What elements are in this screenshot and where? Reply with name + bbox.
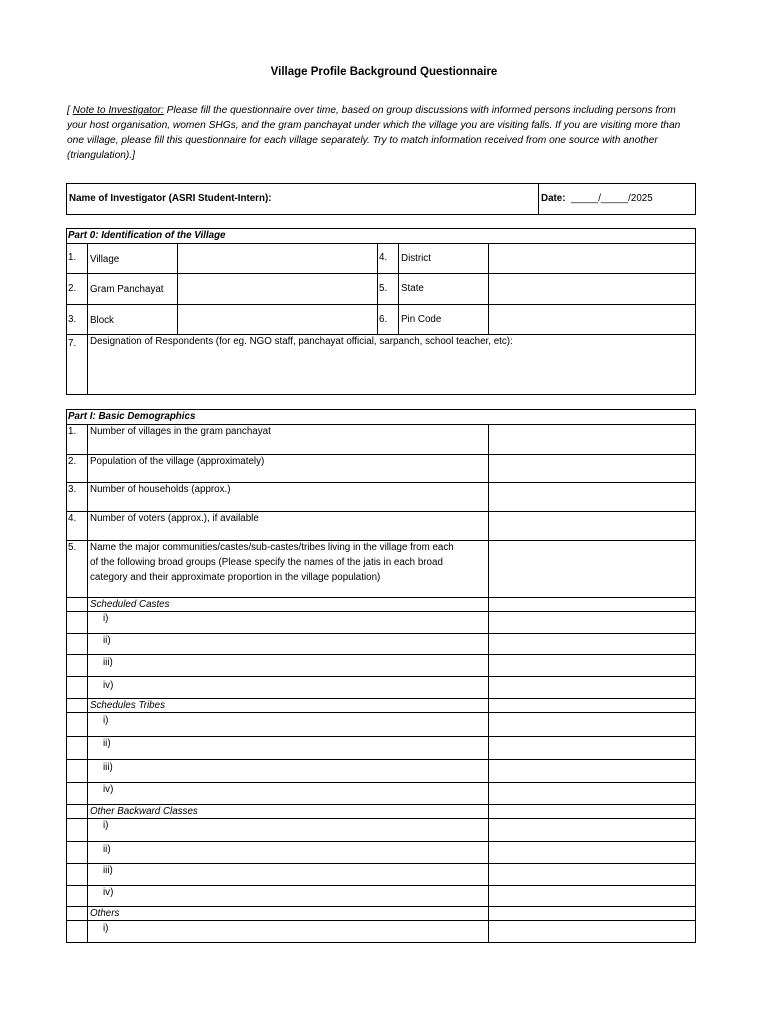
date-value: _____/_____/2025 [570, 193, 653, 204]
note-open-bracket: [ [67, 105, 73, 116]
q-number: 4. [68, 513, 77, 524]
group-heading: Schedules Tribes [90, 700, 165, 711]
divider [398, 243, 399, 334]
group-heading: Scheduled Castes [90, 599, 170, 610]
population-label: Population of the village (approximately) [90, 456, 265, 467]
communities-question-line: category and their approximate proportion in the village population) [90, 572, 381, 583]
gram-panchayat-label: Gram Panchayat [90, 284, 164, 295]
divider [87, 424, 88, 942]
voters-label: Number of voters (approx.), if available [90, 513, 259, 524]
pin-code-label: Pin Code [401, 314, 442, 325]
divider [67, 906, 695, 907]
divider [67, 611, 695, 612]
list-item: i) [103, 613, 109, 624]
communities-question-line: of the following broad groups (Please specify the names of the jatis in each broad [90, 557, 443, 568]
divider [67, 804, 695, 805]
q-number: 4. [379, 252, 388, 263]
villages-in-panchayat-label: Number of villages in the gram panchayat [90, 426, 271, 437]
list-item: i) [103, 715, 109, 726]
divider [67, 273, 695, 274]
investigator-box [66, 183, 696, 215]
divider [67, 424, 695, 425]
group-heading: Others [90, 908, 120, 919]
divider [67, 454, 695, 455]
divider [67, 540, 695, 541]
q-number: 3. [68, 314, 77, 325]
list-item: iii) [103, 865, 113, 876]
list-item: iv) [103, 887, 114, 898]
divider [67, 885, 695, 886]
list-item: i) [103, 923, 109, 934]
divider [538, 184, 539, 214]
divider [87, 243, 88, 394]
q-number: 7. [68, 338, 77, 349]
q-number: 6. [379, 314, 388, 325]
divider [177, 243, 178, 334]
divider [67, 736, 695, 737]
part0-table [66, 228, 696, 395]
district-label: District [401, 253, 431, 264]
households-label: Number of households (approx.) [90, 484, 231, 495]
q-number: 1. [68, 252, 77, 263]
list-item: iv) [103, 784, 114, 795]
divider [67, 782, 695, 783]
list-item: iii) [103, 762, 113, 773]
divider [67, 676, 695, 677]
list-item: i) [103, 820, 109, 831]
communities-question-line: Name the major communities/castes/sub-castes/tribes living in the village from each [90, 542, 454, 553]
note-label: Note to Investigator: [72, 105, 164, 116]
village-label: Village [90, 254, 120, 265]
q-number: 5. [68, 542, 77, 553]
divider [67, 482, 695, 483]
block-label: Block [90, 315, 114, 326]
state-label: State [401, 283, 424, 294]
note-to-investigator [67, 103, 697, 163]
q-number: 1. [68, 426, 77, 437]
divider [67, 712, 695, 713]
divider [67, 243, 695, 244]
list-item: iii) [103, 657, 113, 668]
divider [67, 863, 695, 864]
divider [67, 841, 695, 842]
divider [488, 243, 489, 334]
divider [67, 818, 695, 819]
part1-heading: Part I: Basic Demographics [68, 411, 196, 422]
divider [67, 654, 695, 655]
page-title: Village Profile Background Questionnaire [270, 66, 498, 78]
date-field[interactable] [541, 193, 653, 204]
divider [67, 633, 695, 634]
group-heading: Other Backward Classes [90, 806, 198, 817]
list-item: ii) [103, 844, 111, 855]
divider [67, 759, 695, 760]
part1-table [66, 409, 696, 943]
divider [488, 424, 489, 942]
q-number: 3. [68, 484, 77, 495]
divider [67, 920, 695, 921]
part0-heading: Part 0: Identification of the Village [68, 230, 226, 241]
list-item: iv) [103, 680, 114, 691]
investigator-name-label: Name of Investigator (ASRI Student-Intern): [69, 193, 272, 204]
note-text: Please fill the questionnaire over time, based on group discussions with informed persons including persons from your host organisation, women SHGs, and the gram panchayat under which the village you are visiting falls. If you are visiting more than one village, please fill this questionnaire for each village separately. Try to match information received from one source with another (triangulation).] [67, 105, 681, 161]
list-item: ii) [103, 738, 111, 749]
q-number: 2. [68, 283, 77, 294]
date-label: Date: [541, 193, 566, 204]
divider [67, 597, 695, 598]
list-item: ii) [103, 635, 111, 646]
q-number: 5. [379, 283, 388, 294]
divider [67, 334, 695, 335]
respondents-label: Designation of Respondents (for eg. NGO staff, panchayat official, sarpanch, school teacher, etc): [90, 336, 513, 347]
divider [67, 304, 695, 305]
divider [377, 243, 378, 334]
divider [67, 698, 695, 699]
q-number: 2. [68, 456, 77, 467]
divider [67, 511, 695, 512]
